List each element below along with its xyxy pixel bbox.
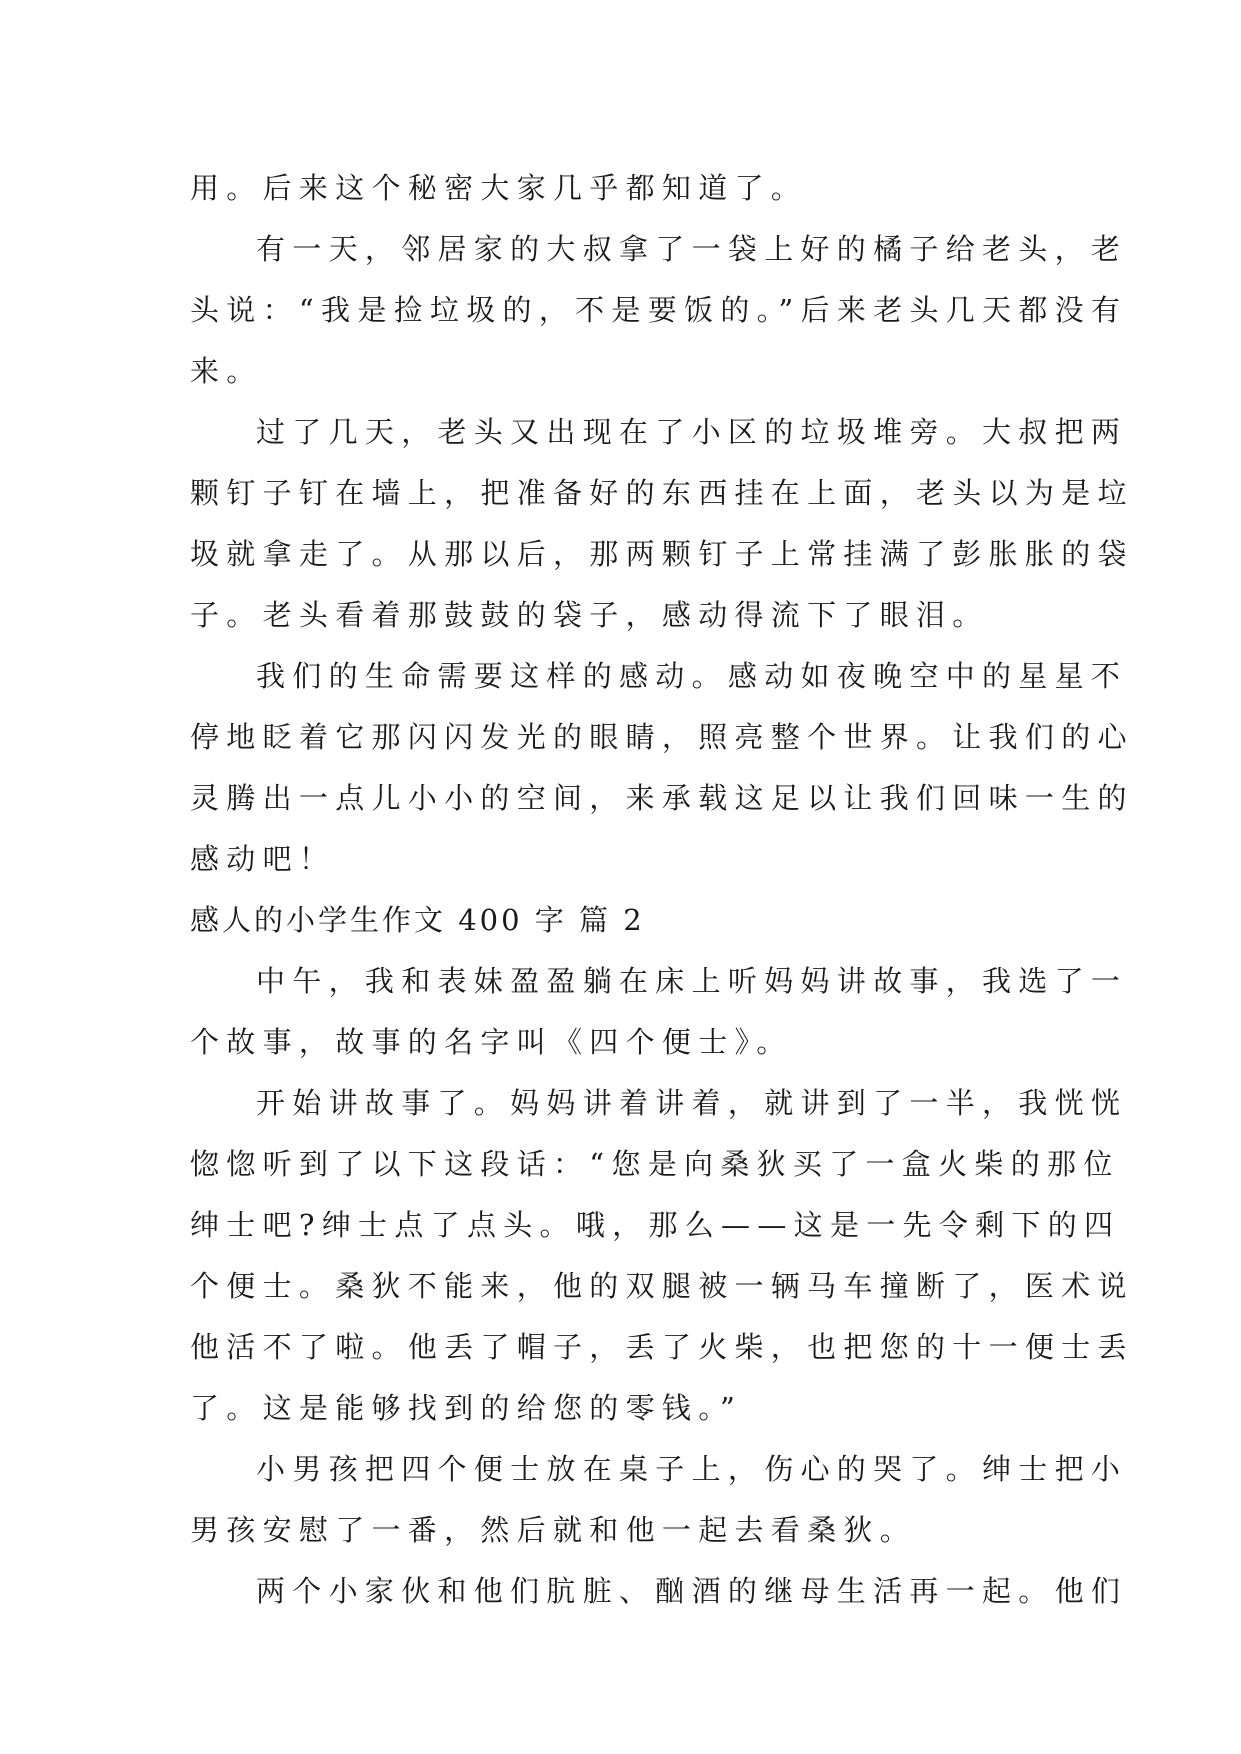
- paragraph-start-line: 中午，我和表妹盈盈躺在床上听妈妈讲故事，我选了一: [256, 964, 1128, 998]
- paragraph-start-line: 过了几天，老头又出现在了小区的垃圾堆旁。大叔把两: [256, 415, 1128, 449]
- paragraph-start-line: 小男孩把四个便士放在桌子上，伤心的哭了。绅士把小: [256, 1452, 1128, 1486]
- text-line: 用。后来这个秘密大家几乎都知道了。: [190, 171, 808, 205]
- text-line: 停地眨着它那闪闪发光的眼睛，照亮整个世界。让我们的心: [190, 720, 1134, 754]
- text-line: 个故事，故事的名字叫《四个便士》。: [190, 1025, 793, 1059]
- text-line: 圾就拿走了。从那以后，那两颗钉子上常挂满了彭胀胀的袋: [190, 537, 1134, 571]
- text-line: 男孩安慰了一番，然后就和他一起去看桑狄。: [190, 1513, 917, 1547]
- text-line: 个便士。桑狄不能来，他的双腿被一辆马车撞断了，医术说: [190, 1269, 1134, 1303]
- text-line: 惚惚听到了以下这段话：“您是向桑狄买了一盒火柴的那位: [190, 1147, 1120, 1181]
- text-line: 头说：“我是捡垃圾的，不是要饭的。”后来老头几天都没有: [190, 293, 1128, 327]
- essay-body: [190, 158, 1134, 1622]
- text-line: 来。: [190, 354, 263, 388]
- text-line: 感动吧！: [190, 842, 336, 876]
- paragraph-start-line: 开始讲故事了。妈妈讲着讲着，就讲到了一半，我恍恍: [256, 1086, 1128, 1120]
- paragraph-start-line: 我们的生命需要这样的感动。感动如夜晚空中的星星不: [256, 659, 1128, 693]
- text-line: 灵腾出一点儿小小的空间，来承载这足以让我们回味一生的: [190, 781, 1134, 815]
- text-line: 了。这是能够找到的给您的零钱。”: [190, 1391, 743, 1425]
- text-line: 子。老头看着那鼓鼓的袋子，感动得流下了眼泪。: [190, 598, 989, 632]
- section-heading: 感人的小学生作文 400 字 篇 2: [190, 903, 645, 937]
- text-line: 绅士吧?绅士点了点头。哦，那么——这是一先令剩下的四: [190, 1208, 1121, 1242]
- paragraph-start-line: 有一天，邻居家的大叔拿了一袋上好的橘子给老头，老: [256, 232, 1128, 266]
- paragraph-start-line: 两个小家伙和他们肮脏、酗酒的继母生活再一起。他们: [256, 1574, 1128, 1608]
- text-line: 颗钉子钉在墙上，把准备好的东西挂在上面，老头以为是垃: [190, 476, 1134, 510]
- text-line: 他活不了啦。他丢了帽子，丢了火柴，也把您的十一便士丢: [190, 1330, 1134, 1364]
